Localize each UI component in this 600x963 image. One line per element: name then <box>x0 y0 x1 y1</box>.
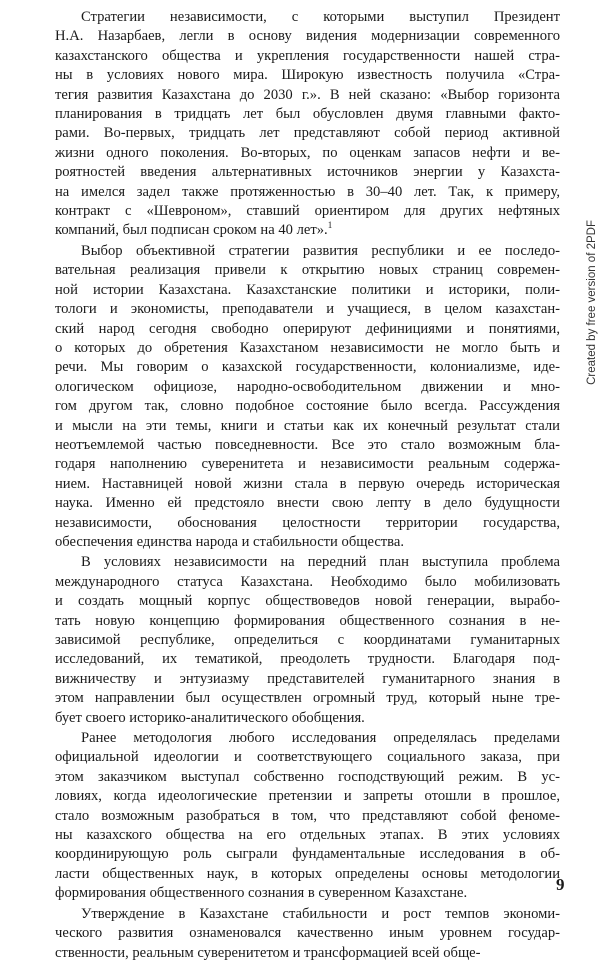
text-line <box>55 397 560 416</box>
line-text: зависимой республике, определиться с координатами гуманитарных <box>55 632 560 648</box>
text-line <box>55 475 560 494</box>
line-text: международного статуса Казахстана. Необходимо было мобилизовать <box>55 573 560 590</box>
line-text: ловиях, когда идеологические претензии и запреты отошли в прошлое, <box>55 788 560 805</box>
text-line <box>55 455 560 474</box>
text-line <box>55 417 560 436</box>
line-text: на имелся задел также протяженностью в 30–40 лет. Так, к примеру, <box>55 183 560 200</box>
line-text: ский народ сегодня свободно оперируют дефинициями и понятиями, <box>55 320 560 337</box>
text-line <box>55 105 560 124</box>
text-line <box>55 261 560 280</box>
text-line <box>55 242 560 261</box>
line-text: Выбор объективной стратегии развития республики и ее последо- <box>81 242 560 259</box>
line-text: формирования общественного сознания в суверенном Казахстане. <box>55 885 468 902</box>
line-text: рами. Во-первых, тридцать лет представляют собой период активной <box>55 125 560 142</box>
line-text: ческого развития ознаменовался качественно иным уровнем государ- <box>55 925 560 942</box>
line-text: В условиях независимости на передний план выступила проблема <box>81 554 560 571</box>
line-text: Стратегии независимости, с которыми выступил Президент <box>81 9 560 25</box>
line-text: наука. Именно ей предстояло внести свою лепту в дело будущности <box>55 495 560 512</box>
text-line <box>55 670 560 689</box>
line-text: тологи и экономисты, преподаватели и учащиеся, в целом казахстан- <box>55 301 560 318</box>
footnote-marker: 1 <box>327 220 333 231</box>
line-text: независимости, обоснования целостности территории государства, <box>55 514 560 531</box>
text-line <box>55 807 560 826</box>
line-text: этом направлении был осуществлен огромный труд, который ныне тре- <box>55 690 560 707</box>
line-text: тать новую концепцию формирования общественного сознания в не- <box>55 612 560 629</box>
text-line <box>55 689 560 708</box>
line-text: стало возможным разобраться в том, что представляют собой феноме- <box>55 807 560 824</box>
line-text: ласти общественных наук, в которых определены основы методологии <box>55 865 560 882</box>
line-text: жизни одного поколения. Во-вторых, по оценкам запасов нефти и ве- <box>55 144 560 161</box>
text-line <box>55 281 560 300</box>
line-text: неотъемлемой частью повседневности. Все это стало возможным бла- <box>55 436 560 453</box>
text-line <box>55 221 560 240</box>
line-text: Утверждение в Казахстане стабильности и рост темпов экономи- <box>81 905 560 922</box>
line-text: о которых до обретения Казахстаном независимости не могло быть и <box>55 339 560 356</box>
text-line <box>55 66 560 85</box>
line-text: ологическом официозе, народно-освободительном движении и мно- <box>55 378 560 395</box>
text-line <box>55 8 560 27</box>
text-line <box>55 27 560 46</box>
text-line <box>55 553 560 572</box>
paragraph <box>55 553 560 728</box>
line-text: ны в условиях нового мира. Широкую известность получила «Стра- <box>55 67 560 84</box>
line-text: годаря наполнению суверенитета и независимости реальным содержа- <box>55 456 560 473</box>
text-line <box>55 944 560 963</box>
text-line <box>55 378 560 397</box>
paragraph <box>55 905 560 963</box>
line-text: речи. Мы говорим о казахской государственности, колониализме, иде- <box>55 359 560 376</box>
text-line <box>55 826 560 845</box>
page-body <box>55 8 560 963</box>
line-text: компаний, был подписан сроком на 40 лет». <box>55 222 328 239</box>
text-line <box>55 339 560 358</box>
text-line <box>55 124 560 143</box>
line-text: координирующую роль сыграли фундаментальные исследования в об- <box>55 846 560 863</box>
text-line <box>55 202 560 221</box>
text-line <box>55 650 560 669</box>
watermark: Created by free version of 2PDF <box>586 220 598 385</box>
line-text: Н.А. Назарбаев, легли в основу видения модернизации современного <box>55 28 560 45</box>
text-line <box>55 729 560 748</box>
line-text: контракт с «Шевроном», ставший ориентиром для других нефтяных <box>55 203 560 220</box>
line-text: вательная реализация привели к открытию новых страниц современ- <box>55 262 560 279</box>
paragraph <box>55 242 560 553</box>
text-line <box>55 768 560 787</box>
line-text: этом заказчиком выступал собственно господствующий режим. В ус- <box>55 768 560 785</box>
text-line <box>55 514 560 533</box>
line-text: Ранее методология любого исследования определялась пределами <box>81 730 560 747</box>
line-text: исследований, их тематикой, преодолеть трудности. Благодаря под- <box>55 651 560 668</box>
text-line <box>55 924 560 943</box>
line-text: ной истории Казахстана. Казахстанские политики и историки, поли- <box>55 281 560 298</box>
text-line <box>55 631 560 650</box>
text-line <box>55 884 560 903</box>
text-line <box>55 494 560 513</box>
line-text: казахстанского общества и укрепления государственности нашей стра- <box>55 47 560 64</box>
line-text: нием. Наставницей новой жизни стала в первую очередь историческая <box>55 475 560 492</box>
line-text: гом другом так, словно подобное состояние было всегда. Рассуждения <box>55 398 560 415</box>
text-line <box>55 612 560 631</box>
text-line <box>55 436 560 455</box>
text-line <box>55 358 560 377</box>
line-text: и мысли на эти темы, книги и статьи как их конечный результат стали <box>55 417 560 434</box>
text-line <box>55 144 560 163</box>
line-text: планирования в тридцать лет был обусловлен двумя главными факто- <box>55 106 560 123</box>
line-text: обеспечения единства народа и стабильности общества. <box>55 533 404 550</box>
paragraph <box>55 729 560 904</box>
paragraph <box>55 8 560 241</box>
text-line <box>55 183 560 202</box>
line-text: ственности, реальным суверенитетом и трансформацией всей обще- <box>55 944 481 961</box>
text-line <box>55 300 560 319</box>
text-line <box>55 86 560 105</box>
line-text: официальной идеологии и соответствующего социального заказа, при <box>55 749 560 766</box>
text-line <box>55 865 560 884</box>
text-line <box>55 163 560 182</box>
text-line <box>55 748 560 767</box>
line-text: бует своего историко-аналитического обобщения. <box>55 709 365 726</box>
line-text: ны казахского общества на его отдельных этапах. В этих условиях <box>55 827 560 844</box>
line-text: вижничеству и энтузиазму представителей гуманитарного знания в <box>55 670 560 687</box>
text-line <box>55 905 560 924</box>
text-line <box>55 592 560 611</box>
text-line <box>55 573 560 592</box>
text-line <box>55 845 560 864</box>
text-line <box>55 47 560 66</box>
text-line <box>55 709 560 728</box>
text-line <box>55 533 560 552</box>
line-text: тегия развития Казахстана до 2030 г.». В ней сказано: «Выбор горизонта <box>55 86 560 103</box>
text-line <box>55 787 560 806</box>
text-line <box>55 320 560 339</box>
page-number: 9 <box>556 875 565 894</box>
line-text: и создать мощный корпус обществоведов новой генерации, вырабо- <box>55 593 560 610</box>
line-text: роятностей введения альтернативных источников энергии у Казахста- <box>55 164 560 181</box>
